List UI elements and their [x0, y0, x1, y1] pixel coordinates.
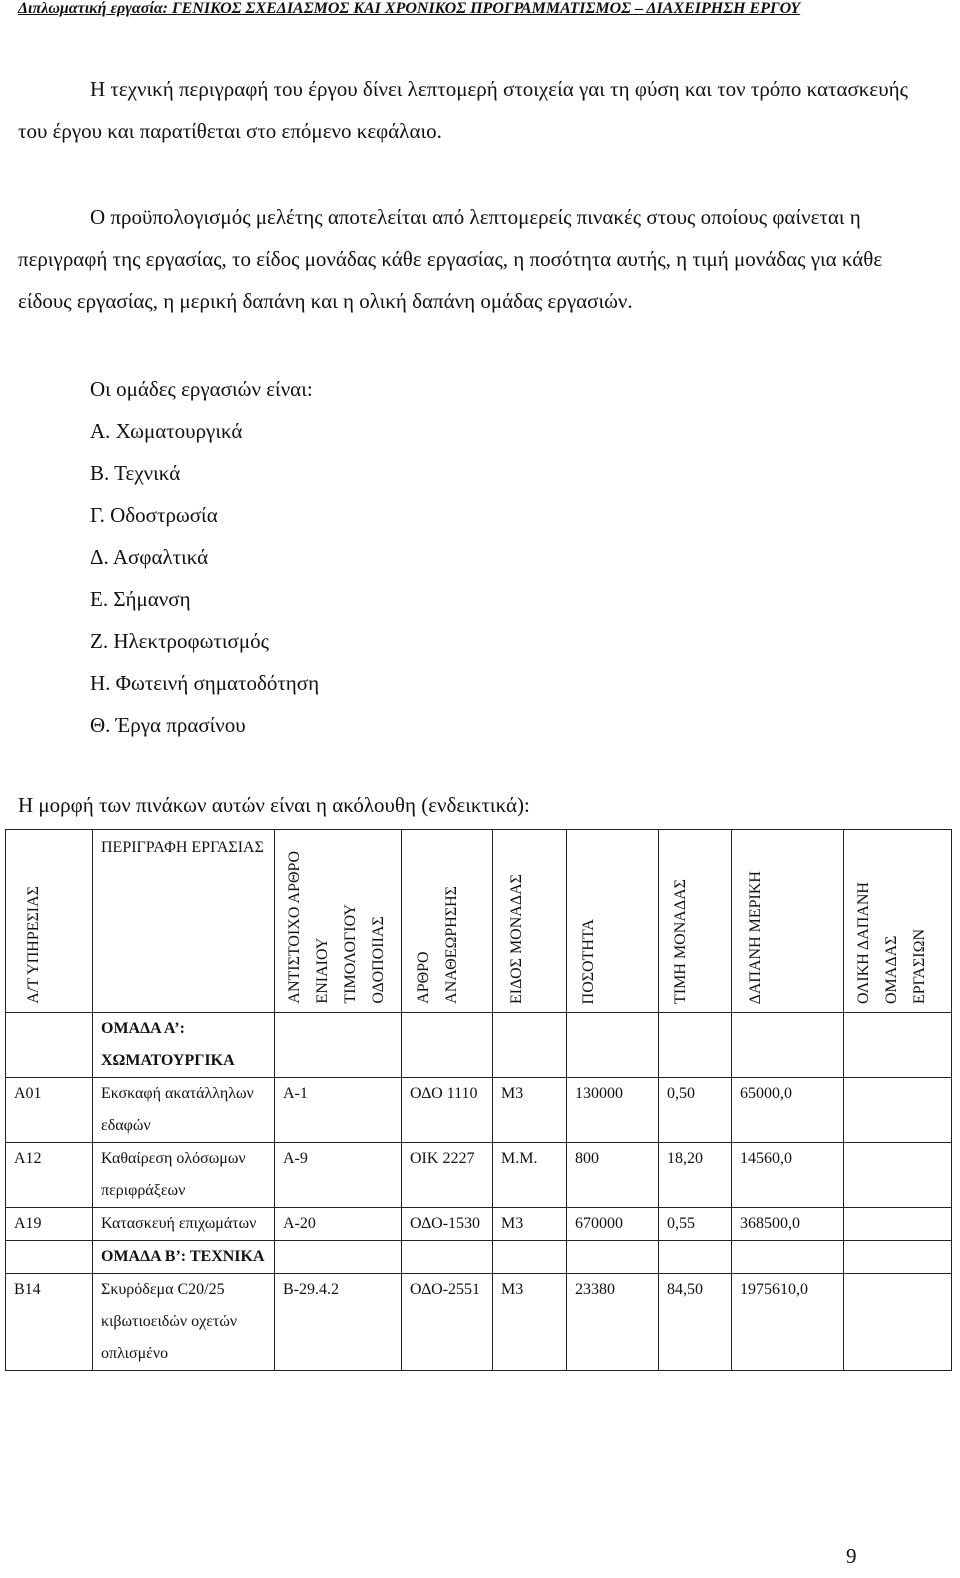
document-header: Διπλωματική εργασία: ΓΕΝΙΚΟΣ ΣΧΕΔΙΑΣΜΟΣ ΚΑΙ ΧΡΟΝΙΚΟΣ ΠΡΟΓΡΑΜΜΑΤΙΣΜΟΣ – ΔΙΑΧΕΙΡΗΣΗ ΕΡΓΟΥ: [18, 0, 801, 17]
header-at: Α/Τ ΥΠΗΡΕΣΙΑΣ: [6, 830, 93, 1013]
table-intro: Η μορφή των πινάκων αυτών είναι η ακόλουθη (ενδεικτικά):: [18, 793, 530, 817]
header-desc: ΠΕΡΙΓΡΑΦΗ ΕΡΓΑΣΙΑΣ: [93, 830, 275, 1013]
table-row: [6, 1241, 952, 1274]
list-item: Η. Φωτεινή σηματοδότηση: [90, 671, 320, 695]
list-item: Ε. Σήμανση: [90, 587, 191, 611]
list-item: Γ. Οδοστρωσία: [90, 503, 218, 527]
paragraph-technical-description: Η τεχνική περιγραφή του έργου δίνει λεπτομερή στοιχεία γαι τη φύση και τον τρόπο κατασκευής του έργου και παρατίθεται στο επόμενο κεφάλαιο.: [18, 77, 908, 143]
header-partial: ΔΑΠΑΝΗ ΜΕΡΙΚΗ: [732, 830, 844, 1013]
list-item: Δ. Ασφαλτικά: [90, 545, 209, 569]
group-a-label: ΟΜΑΔΑ Α’: ΧΩΜΑΤΟΥΡΓΙΚΑ: [93, 1013, 275, 1078]
groups-title: Οι ομάδες εργασιών είναι:: [90, 377, 313, 401]
list-item: Ζ. Ηλεκτροφωτισμός: [90, 629, 269, 653]
header-revision: ΑΡΘΡΟ ΑΝΑΘΕΩΡΗΣΗΣ: [402, 830, 493, 1013]
work-groups-list: [90, 410, 319, 746]
paragraph-budget-study: Ο προϋπολογισμός μελέτης αποτελείται από λεπτομερείς πινακές στους οποίους φαίνεται η περιγραφή της εργασίας, το είδος μονάδας κάθε εργασίας, η ποσότητα αυτής, η τιμή μονάδας για κάθε είδους εργασίας, η μερική δαπάνη και η ολική δαπάνη ομάδας εργασιών.: [18, 205, 883, 313]
header-price: ΤΙΜΗ ΜΟΝΑΔΑΣ: [659, 830, 732, 1013]
header-article: ΑΝΤΙΣΤΟΙΧΟ ΑΡΘΡΟ ΕΝΙΑΙΟΥ ΤΙΜΟΛΟΓΙΟΥ ΟΔΟΠΟΙΙΑΣ: [275, 830, 402, 1013]
table-header-row: [6, 830, 952, 1013]
table-row: Α12 Καθαίρεση ολόσωμων περιφράξεων Α-9 ΟΙΚ 2227 Μ.Μ. 800 18,20 14560,0: [6, 1143, 952, 1208]
list-item: Α. Χωματουργικά: [90, 419, 243, 443]
list-item: Θ. Έργα πρασίνου: [90, 713, 246, 737]
table-row: Α19 Κατασκευή επιχωμάτων Α-20 ΟΔΟ-1530 Μ3 670000 0,55 368500,0: [6, 1208, 952, 1241]
table-row: [6, 1013, 952, 1078]
header-qty: ΠΟΣΟΤΗΤΑ: [567, 830, 659, 1013]
budget-table: [5, 829, 952, 1371]
list-item: Β. Τεχνικά: [90, 461, 181, 485]
table-row: Α01 Εκσκαφή ακατάλληλων εδαφών Α-1 ΟΔΟ 1110 Μ3 130000 0,50 65000,0: [6, 1078, 952, 1143]
page-number: 9: [846, 1544, 857, 1568]
table-row: Β14 Σκυρόδεμα C20/25 κιβωτιοειδών οχετών οπλισμένο Β-29.4.2 ΟΔΟ-2551 Μ3 23380 84,50 1975610,0: [6, 1274, 952, 1371]
header-total: ΟΛΙΚΗ ΔΑΠΑΝΗ ΟΜΑΔΑΣ ΕΡΓΑΣΙΩΝ: [844, 830, 952, 1013]
group-b-label: ΟΜΑΔΑ Β’: ΤΕΧΝΙΚΑ: [93, 1241, 275, 1274]
header-unit: ΕΙΔΟΣ ΜΟΝΑΔΑΣ: [493, 830, 567, 1013]
